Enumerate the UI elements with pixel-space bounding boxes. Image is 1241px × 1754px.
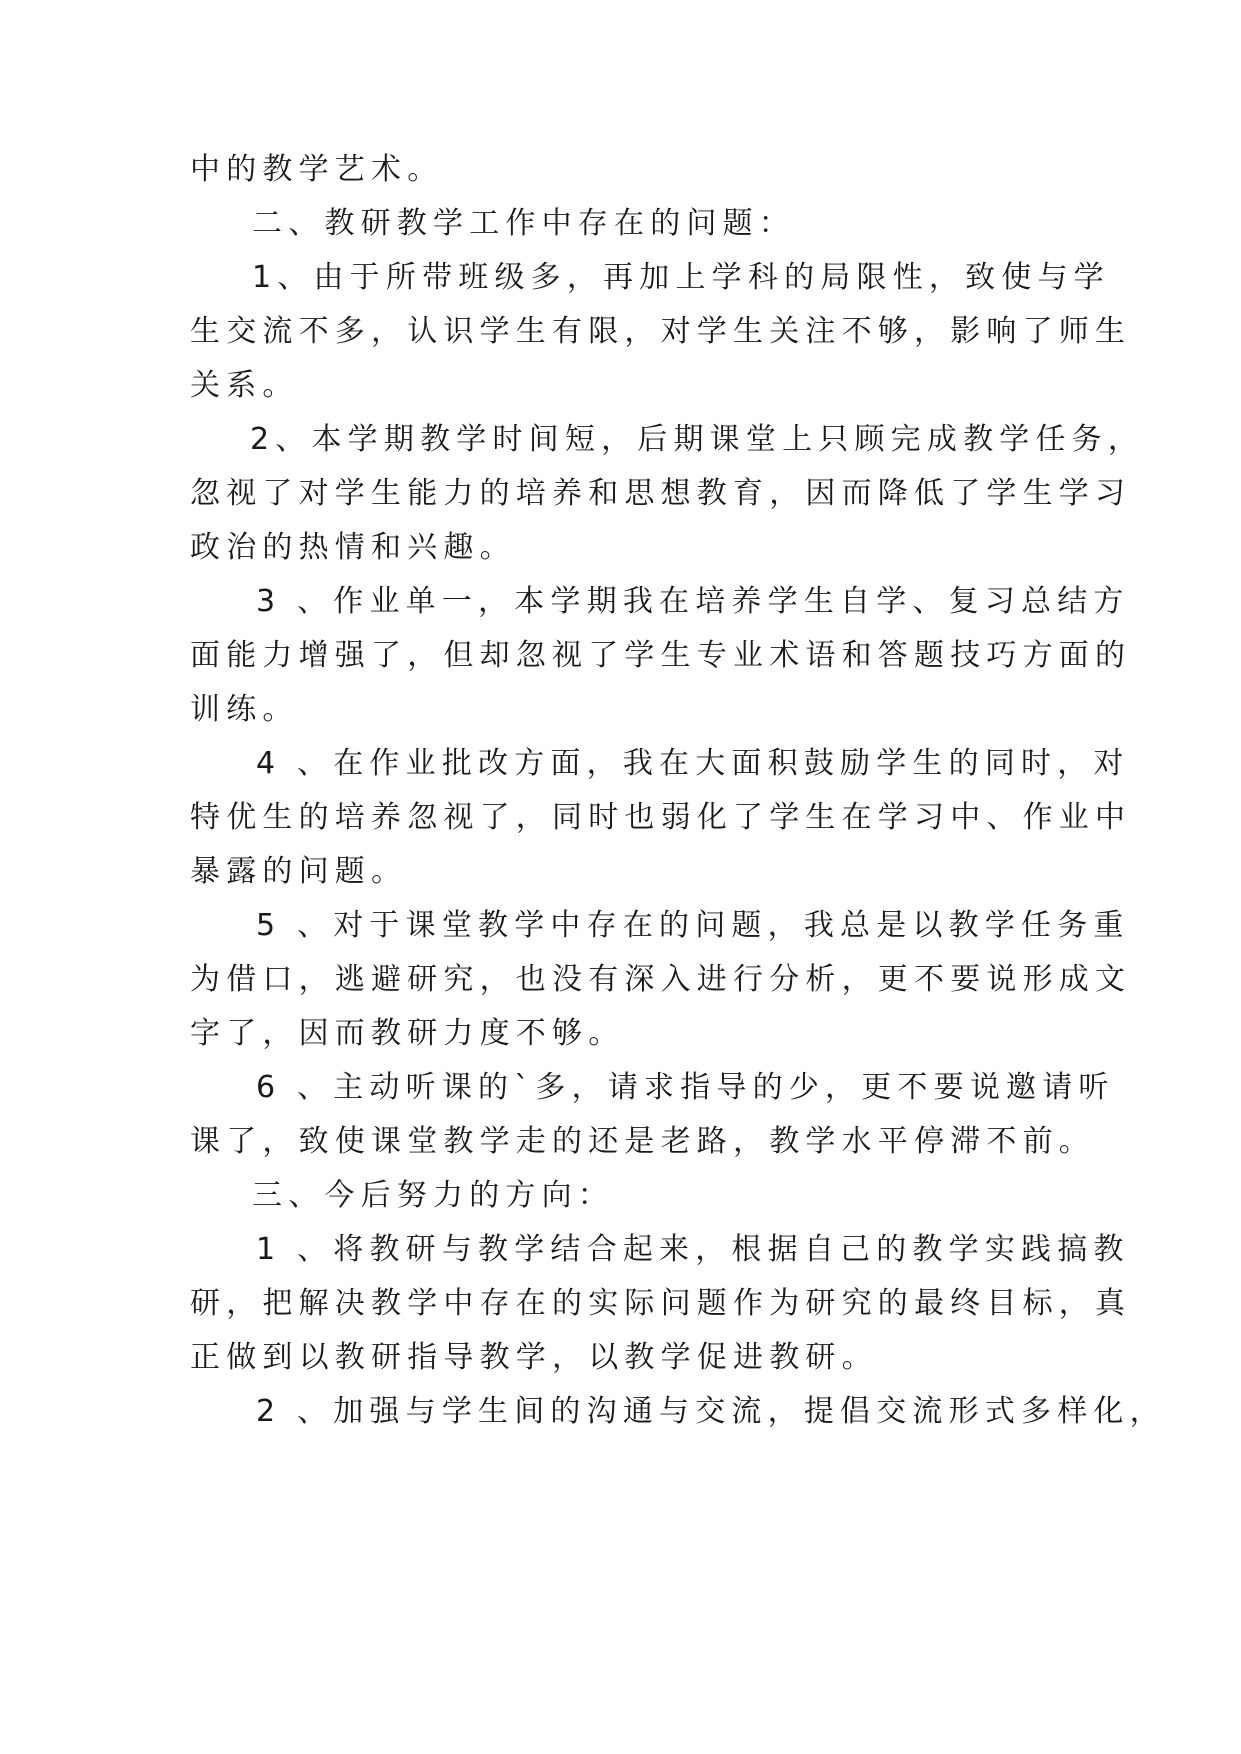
- text-line: 训练。: [190, 692, 299, 727]
- section-heading: 三、今后努力的方向：: [252, 1178, 614, 1213]
- text-line: 1、由于所带班级多，再加上学科的局限性，致使与学: [252, 260, 1110, 295]
- text-line: 中的教学艺术。: [190, 152, 444, 187]
- text-line: 关系。: [190, 368, 299, 403]
- text-line: 面能力增强了，但却忽视了学生专业术语和答题技巧方面的: [190, 638, 1132, 673]
- text-line: 课了，致使课堂教学走的还是老路，教学水平停滞不前。: [190, 1124, 1095, 1159]
- text-line: 研，把解决教学中存在的实际问题作为研究的最终目标，真: [190, 1286, 1132, 1321]
- text-line: 1 、将教研与教学结合起来，根据自己的教学实践搞教: [256, 1232, 1130, 1267]
- text-line: 生交流不多，认识学生有限，对学生关注不够，影响了师生: [190, 314, 1132, 349]
- text-line: 字了，因而教研力度不够。: [190, 1016, 625, 1051]
- section-heading: 二、教研教学工作中存在的问题：: [252, 206, 795, 241]
- text-line: 政治的热情和兴趣。: [190, 530, 516, 565]
- text-line: 4 、在作业批改方面，我在大面积鼓励学生的同时，对: [256, 746, 1130, 781]
- text-line: 特优生的培养忽视了，同时也弱化了学生在学习中、作业中: [190, 800, 1132, 835]
- text-line: 忽视了对学生能力的培养和思想教育，因而降低了学生学习: [190, 476, 1132, 511]
- text-line: 3 、作业单一，本学期我在培养学生自学、复习总结方: [256, 584, 1130, 619]
- text-line: 暴露的问题。: [190, 854, 408, 889]
- text-line: 6 、主动听课的`多，请求指导的少，更不要说邀请听: [256, 1070, 1115, 1105]
- text-line: 5 、对于课堂教学中存在的问题，我总是以教学任务重: [256, 908, 1130, 943]
- text-line: 2、本学期教学时间短，后期课堂上只顾完成教学任务，: [250, 422, 1145, 457]
- text-line: 正做到以教研指导教学，以教学促进教研。: [190, 1340, 878, 1375]
- text-line: 为借口，逃避研究，也没有深入进行分析，更不要说形成文: [190, 962, 1132, 997]
- text-line: 2 、加强与学生间的沟通与交流，提倡交流形式多样化，: [256, 1394, 1166, 1429]
